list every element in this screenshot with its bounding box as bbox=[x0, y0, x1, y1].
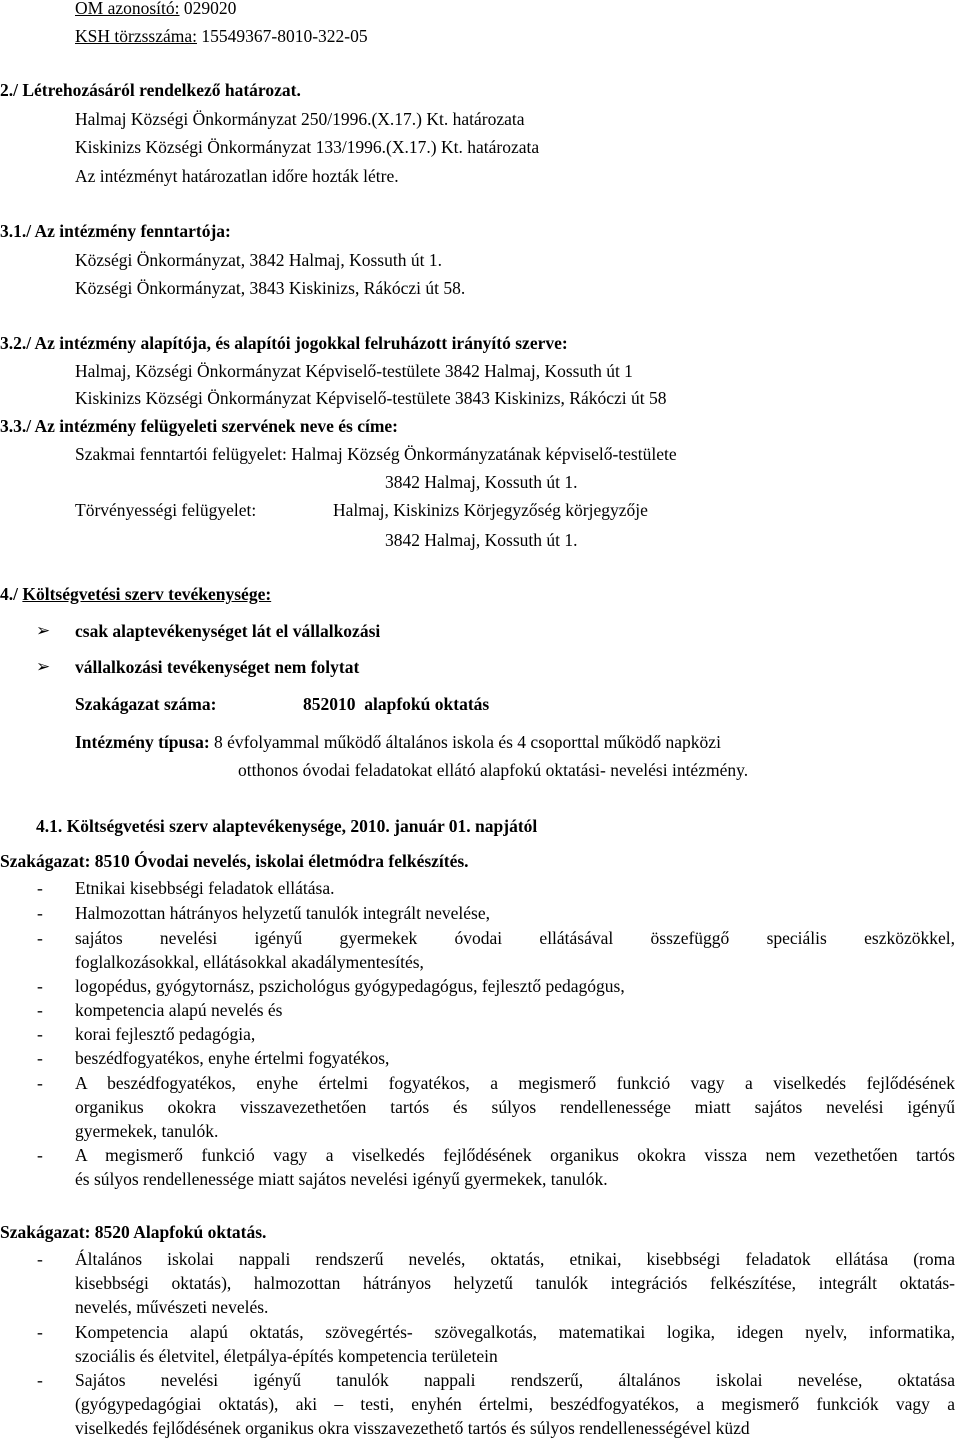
szakmai-felugyelet-address: 3842 Halmaj, Kossuth út 1. bbox=[385, 472, 578, 492]
list-dash: - bbox=[37, 1048, 43, 1068]
activity-bullet: vállalkozási tevékenységet nem folytat bbox=[75, 657, 360, 677]
szakagazat-8510-heading: Szakágazat: 8510 Óvodai nevelés, iskolai életmódra felkészítés. bbox=[0, 851, 469, 871]
section-3-1-line: Községi Önkormányzat, 3843 Kiskinizs, Rákóczi út 58. bbox=[75, 278, 466, 298]
section-4-number: 4./ bbox=[0, 584, 18, 604]
section-3-1-heading: 3.1./ Az intézmény fenntartója: bbox=[0, 221, 231, 241]
list-item: Általános iskolai nappali rendszerű nevelés, oktatás, etnikai, kisebbségi feladatok ellátása (roma bbox=[75, 1249, 955, 1269]
szakmai-felugyelet-line: Szakmai fenntartói felügyelet: Halmaj Község Önkormányzatának képviselő-testülete bbox=[75, 444, 677, 464]
list-dash: - bbox=[37, 976, 43, 996]
list-item: sajátos nevelési igényű gyermekek óvodai ellátásával összefüggő speciális eszközökkel, bbox=[75, 928, 955, 948]
section-3-2-line: Halmaj, Községi Önkormányzat Képviselő-testülete 3842 Halmaj, Kossuth út 1 bbox=[75, 361, 633, 381]
section-3-3-heading: 3.3./ Az intézmény felügyeleti szervének neve és címe: bbox=[0, 416, 398, 436]
section-4-1-heading: 4.1. Költségvetési szerv alaptevékenysége, 2010. január 01. napjától bbox=[36, 816, 538, 836]
list-dash: - bbox=[37, 928, 43, 948]
arrow-bullet-icon: ➢ bbox=[36, 621, 51, 641]
torvenyessegi-felugyelet-address: 3842 Halmaj, Kossuth út 1. bbox=[385, 530, 578, 550]
section-3-2-heading: 3.2./ Az intézmény alapítója, és alapítói jogokkal felruházott irányító szerve: bbox=[0, 333, 568, 353]
list-item: A megismerő funkció vagy a viselkedés fejlődésének organikus okokra vissza nem vezethetően tartós bbox=[75, 1145, 955, 1165]
om-id-line bbox=[75, 0, 236, 20]
list-dash: - bbox=[37, 1024, 43, 1044]
list-dash: - bbox=[37, 1145, 43, 1165]
om-id-label: OM azonosító: bbox=[75, 0, 180, 18]
intezmeny-tipusa-continuation: otthonos óvodai feladatokat ellátó alapfokú oktatási- nevelési intézmény. bbox=[238, 760, 749, 780]
list-dash: - bbox=[37, 1073, 43, 1093]
list-item: Kompetencia alapú oktatás, szövegértés- szövegalkotás, matematikai logika, idegen nyelv, informatika, bbox=[75, 1322, 955, 1342]
section-4-heading bbox=[0, 582, 271, 606]
section-2-heading: 2./ Létrehozásáról rendelkező határozat. bbox=[0, 80, 301, 100]
activity-bullet: csak alaptevékenységet lát el vállalkozási bbox=[75, 621, 381, 641]
section-2-line: Az intézményt határozatlan időre hozták létre. bbox=[75, 166, 399, 186]
ksh-id-value: 15549367-8010-322-05 bbox=[201, 26, 368, 46]
ksh-id-line bbox=[75, 24, 368, 48]
list-item-continuation: viselkedés fejlődésének organikus okra visszavezethető tartós és súlyos rendellenességével küzd bbox=[75, 1418, 750, 1438]
list-item: Sajátos nevelési igényű tanulók nappali rendszerű, általános iskolai nevelése, oktatása bbox=[75, 1370, 955, 1390]
list-item: A beszédfogyatékos, enyhe értelmi fogyatékos, a megismerő funkció vagy a viselkedés fejlődésének bbox=[75, 1073, 955, 1093]
section-2-line: Kiskinizs Községi Önkormányzat 133/1996.(X.17.) Kt. határozata bbox=[75, 137, 540, 157]
list-item-continuation: foglalkozásokkal, ellátásokkal akadálymentesítés, bbox=[75, 952, 424, 972]
arrow-bullet-icon: ➢ bbox=[36, 657, 51, 677]
torvenyessegi-felugyelet-label: Törvényességi felügyelet: bbox=[75, 500, 257, 520]
torvenyessegi-felugyelet-value: Halmaj, Kiskinizs Körjegyzőség körjegyzője bbox=[333, 500, 648, 520]
list-item-continuation: nevelés, művészeti nevelés. bbox=[75, 1297, 269, 1317]
list-dash: - bbox=[37, 1000, 43, 1020]
list-dash: - bbox=[37, 1249, 43, 1269]
list-item: Etnikai kisebbségi feladatok ellátása. bbox=[75, 878, 335, 898]
section-3-2-line: Kiskinizs Községi Önkormányzat Képviselő-testülete 3843 Kiskinizs, Rákóczi út 58 bbox=[75, 388, 667, 408]
intezmeny-tipusa-label: Intézmény típusa: bbox=[75, 732, 210, 752]
intezmeny-tipusa-value: 8 évfolyammal működő általános iskola és 4 csoporttal működő napközi bbox=[214, 732, 721, 752]
list-item: Halmozottan hátrányos helyzetű tanulók integrált nevelése, bbox=[75, 903, 490, 923]
list-item-continuation: szociális és életvitel, életpálya-építés kompetencia területein bbox=[75, 1346, 498, 1366]
section-2-line: Halmaj Községi Önkormányzat 250/1996.(X.17.) Kt. határozata bbox=[75, 109, 525, 129]
section-4-title: Költségvetési szerv tevékenysége: bbox=[22, 584, 272, 604]
intezmeny-tipusa-line bbox=[75, 730, 721, 754]
list-item-continuation: (gyógypedagógiai oktatás), aki – testi, enyhén értelmi, beszédfogyatékos, a megismerő funkciók vagy a bbox=[75, 1394, 955, 1414]
ksh-id-label: KSH törzsszáma: bbox=[75, 26, 197, 46]
list-item-continuation: és súlyos rendellenessége miatt sajátos nevelési igényű gyermekek, tanulók. bbox=[75, 1169, 608, 1189]
list-dash: - bbox=[37, 878, 43, 898]
szakagazat-label: Szakágazat száma: bbox=[75, 694, 217, 714]
om-id-value: 029020 bbox=[183, 0, 237, 18]
list-item-continuation: organikus okokra visszavezethetően tartós és súlyos rendellenessége miatt sajátos nevelési igényű bbox=[75, 1097, 955, 1117]
szakagazat-value: 852010 alapfokú oktatás bbox=[303, 694, 490, 714]
list-item: kompetencia alapú nevelés és bbox=[75, 1000, 283, 1020]
list-item: logopédus, gyógytornász, pszichológus gyógypedagógus, fejlesztő pedagógus, bbox=[75, 976, 625, 996]
list-dash: - bbox=[37, 1370, 43, 1390]
szakagazat-8520-heading: Szakágazat: 8520 Alapfokú oktatás. bbox=[0, 1222, 267, 1242]
list-item: beszédfogyatékos, enyhe értelmi fogyatékos, bbox=[75, 1048, 390, 1068]
list-item-continuation: gyermekek, tanulók. bbox=[75, 1121, 219, 1141]
section-3-1-line: Községi Önkormányzat, 3842 Halmaj, Kossuth út 1. bbox=[75, 250, 442, 270]
list-dash: - bbox=[37, 1322, 43, 1342]
list-item: korai fejlesztő pedagógia, bbox=[75, 1024, 256, 1044]
list-item-continuation: kisebbségi oktatás), halmozottan hátrányos helyzetű tanulók integrációs felkészítése, integrált oktatás- bbox=[75, 1273, 955, 1293]
list-dash: - bbox=[37, 903, 43, 923]
